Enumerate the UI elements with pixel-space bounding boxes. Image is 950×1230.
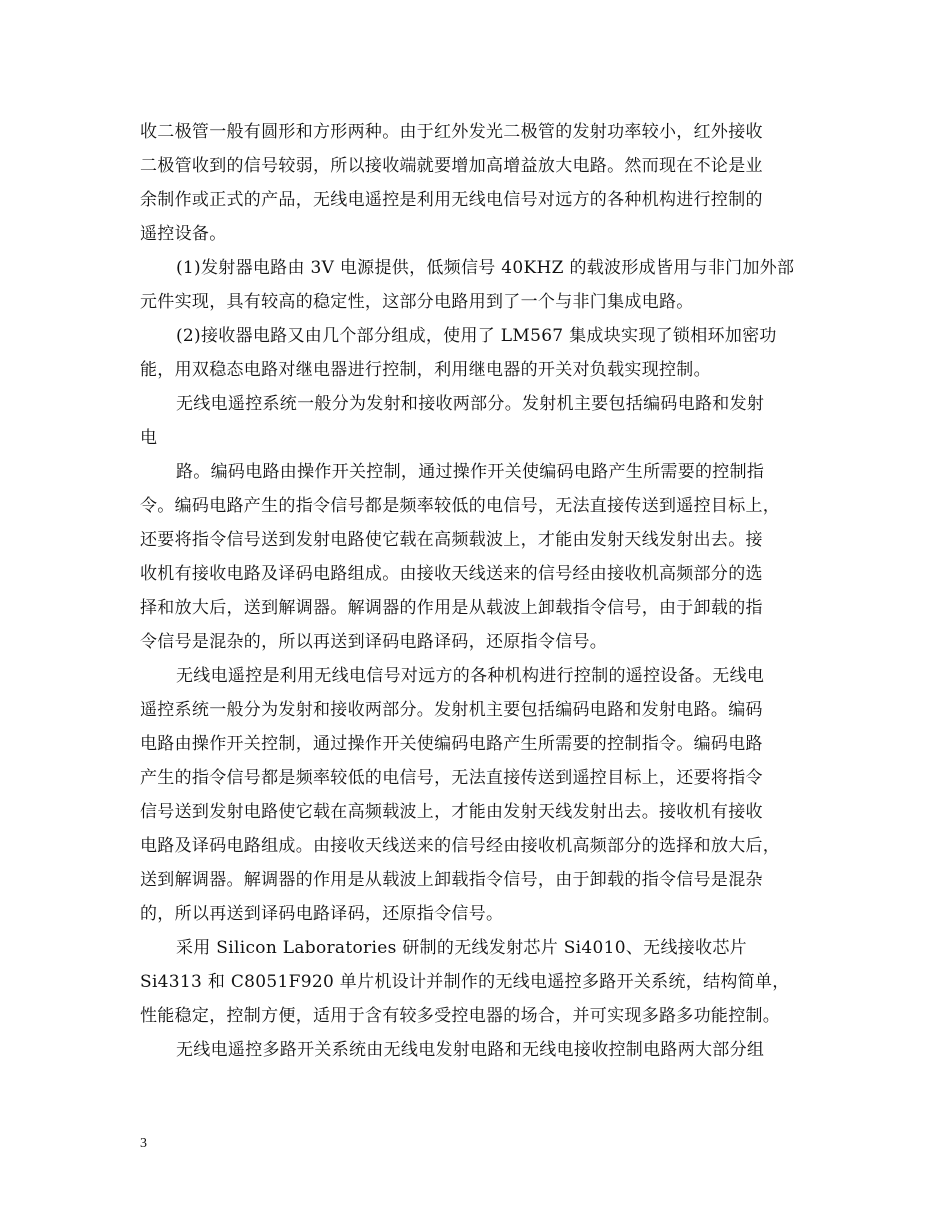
text-line: 产生的指令信号都是频率较低的电信号，无法直接传送到遥控目标上，还要将指令 bbox=[140, 768, 763, 788]
text-line: 无线电遥控是利用无线电信号对远方的各种机构进行控制的遥控设备。无线电 bbox=[176, 666, 765, 686]
text-line: 元件实现，具有较高的稳定性，这部分电路用到了一个与非门集成电路。 bbox=[140, 292, 694, 312]
text-line: 二极管收到的信号较弱，所以接收端就要增加高增益放大电路。然而现在不论是业 bbox=[140, 156, 763, 176]
text-line: 采用 Silicon Laboratories 研制的无线发射芯片 Si4010、无线接收芯片 bbox=[176, 938, 747, 958]
text-line: 遥控设备。 bbox=[140, 224, 227, 244]
text-line: 电 bbox=[140, 428, 158, 448]
text-line: 无线电遥控多路开关系统由无线电发射电路和无线电接收控制电路两大部分组 bbox=[176, 1040, 765, 1060]
text-line: (2)接收器电路又由几个部分组成，使用了 LM567 集成块实现了锁相环加密功 bbox=[176, 326, 777, 346]
text-line: 性能稳定，控制方便，适用于含有较多受控电器的场合，并可实现多路多功能控制。 bbox=[140, 1006, 781, 1026]
text-line: 择和放大后，送到解调器。解调器的作用是从载波上卸载指令信号，由于卸载的指 bbox=[140, 598, 763, 618]
text-line: 电路由操作开关控制，通过操作开关使编码电路产生所需要的控制指令。编码电路 bbox=[140, 734, 763, 754]
text-line: 送到解调器。解调器的作用是从载波上卸载指令信号，由于卸载的指令信号是混杂 bbox=[140, 870, 763, 890]
page-number: 3 bbox=[140, 1136, 147, 1151]
text-line: 能，用双稳态电路对继电器进行控制，利用继电器的开关对负载实现控制。 bbox=[140, 360, 711, 380]
text-line: 还要将指令信号送到发射电路使它载在高频载波上，才能由发射天线发射出去。接 bbox=[140, 530, 763, 550]
text-line: 收机有接收电路及译码电路组成。由接收天线送来的信号经由接收机高频部分的选 bbox=[140, 564, 763, 584]
text-line: 令信号是混杂的，所以再送到译码电路译码，还原指令信号。 bbox=[140, 632, 608, 652]
text-line: 余制作或正式的产品，无线电遥控是利用无线电信号对远方的各种机构进行控制的 bbox=[140, 190, 763, 210]
text-line: (1)发射器电路由 3V 电源提供，低频信号 40KHZ 的载波形成皆用与非门加外部 bbox=[176, 258, 795, 278]
text-line: 令。编码电路产生的指令信号都是频率较低的电信号，无法直接传送到遥控目标上， bbox=[140, 496, 781, 516]
text-line: Si4313 和 C8051F920 单片机设计并制作的无线电遥控多路开关系统，结构简单， bbox=[140, 972, 790, 992]
text-line: 路。编码电路由操作开关控制，通过操作开关使编码电路产生所需要的控制指 bbox=[176, 462, 765, 482]
text-line: 收二极管一般有圆形和方形两种。由于红外发光二极管的发射功率较小，红外接收 bbox=[140, 122, 763, 142]
text-line: 信号送到发射电路使它载在高频载波上，才能由发射天线发射出去。接收机有接收 bbox=[140, 802, 763, 822]
text-line: 无线电遥控系统一般分为发射和接收两部分。发射机主要包括编码电路和发射 bbox=[176, 394, 765, 414]
text-line: 遥控系统一般分为发射和接收两部分。发射机主要包括编码电路和发射电路。编码 bbox=[140, 700, 763, 720]
text-line: 电路及译码电路组成。由接收天线送来的信号经由接收机高频部分的选择和放大后， bbox=[140, 836, 781, 856]
text-line: 的，所以再送到译码电路译码，还原指令信号。 bbox=[140, 904, 504, 924]
